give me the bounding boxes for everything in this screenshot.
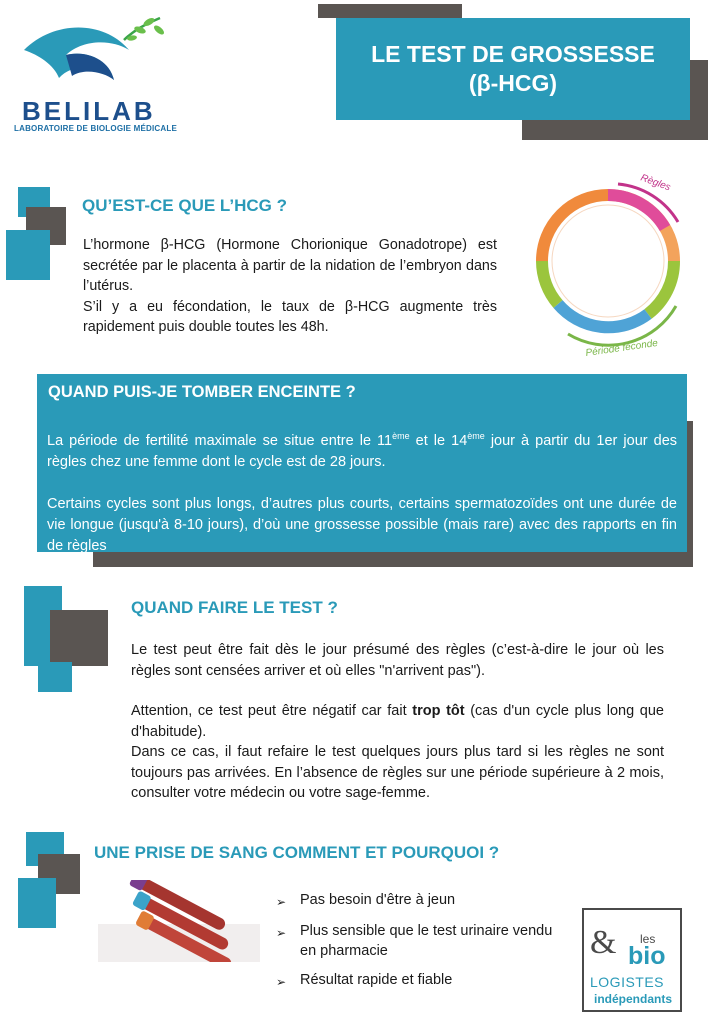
list-item: ➢ Pas besoin d'être à jeun (276, 890, 566, 912)
hcg-paragraph-2: S’il y a eu fécondation, le taux de β-HCG augmente très rapidement puis double toutes les 48h. (83, 298, 497, 335)
fertility-box (37, 374, 687, 552)
logo-subtitle: LABORATOIRE DE BIOLOGIE MÉDICALE (14, 124, 177, 133)
section-heading-hcg: QU’EST-CE QUE L’HCG ? (82, 196, 287, 215)
cycle-diagram (528, 166, 698, 366)
emphasis-trop-tot: trop tôt (412, 703, 465, 719)
arrow-right-icon: ➢ (276, 975, 287, 989)
title-line-2: (β-HCG) (468, 70, 558, 96)
title-line-1: LE TEST DE GROSSESSE (371, 41, 655, 67)
section-hcg-text (83, 235, 497, 338)
hcg-paragraph-1: L’hormone β-HCG (Hormone Chorionique Gonadotrope) est secrétée par le placenta à partir de la nidation de l’embryon dans l’utérus. (83, 237, 497, 294)
fertility-paragraph-2: Certains cycles sont plus longs, d’autres plus courts, certains spermatozoïdes ont une durée de vie longue (jusqu'à 8-10 jours), d’où une grossesse possible (mais rare) avec des rapports en fin de règles (47, 495, 677, 554)
deco-square-teal-2 (6, 230, 50, 280)
logo-logistes: LOGISTES (590, 974, 665, 990)
section-heading-when-test: QUAND FAIRE LE TEST ? (131, 598, 338, 617)
fertility-paragraph-1: La période de fertilité maximale se situe entre le 11ème et le 14ème jour à partir du 1er jour des règles chez une femme dont le cycle est de 28 jours. (47, 431, 678, 470)
bird-logo-icon (14, 10, 174, 100)
biologistes-logo (582, 908, 682, 1012)
deco-square-teal-4 (38, 662, 72, 692)
logo-independants: indépendants (594, 992, 673, 1006)
fertility-text (47, 426, 677, 557)
when-test-paragraph-3: Dans ce cas, il faut refaire le test quelques jours plus tard si les règles ne sont toujours pas arrivées. En l’absence de règles sur une période supérieure à 2 mois, consulter votre médecin ou votre sage-femme. (131, 744, 664, 801)
blood-test-benefits (276, 890, 566, 1001)
section-heading-fertility: QUAND PUIS-JE TOMBER ENCEINTE ? (48, 383, 356, 401)
when-test-paragraph-2: Attention, ce test peut être négatif car fait trop tôt (cas d'un cycle plus long que d'habitude). (131, 703, 664, 740)
cycle-label-periode: Période féconde (584, 337, 659, 359)
deco-square-teal-6 (18, 878, 56, 928)
list-item: ➢ Résultat rapide et fiable (276, 970, 566, 992)
logo-name: BELILAB (22, 96, 156, 126)
section-heading-blood-test: UNE PRISE DE SANG COMMENT ET POURQUOI ? (94, 843, 500, 862)
list-item: ➢ Plus sensible que le test urinaire vendu en pharmacie (276, 923, 553, 959)
arrow-right-icon: ➢ (276, 895, 287, 909)
logo-bio: bio (628, 942, 666, 970)
when-test-text (131, 640, 664, 804)
logo-les: les (640, 932, 656, 946)
title-deco-grey-top (318, 4, 462, 18)
blood-tubes-image (98, 880, 260, 962)
logo-ampersand-icon: & (590, 924, 617, 961)
arrow-right-icon: ➢ (276, 926, 287, 940)
deco-square-grey-3 (50, 610, 108, 666)
cycle-label-regles: Règles (638, 172, 672, 194)
when-test-paragraph-1: Le test peut être fait dès le jour présumé des règles (c’est-à-dire le jour où les règles sont censées arriver et où elles "n'arrivent pas"). (131, 642, 664, 679)
page-title (336, 18, 690, 120)
